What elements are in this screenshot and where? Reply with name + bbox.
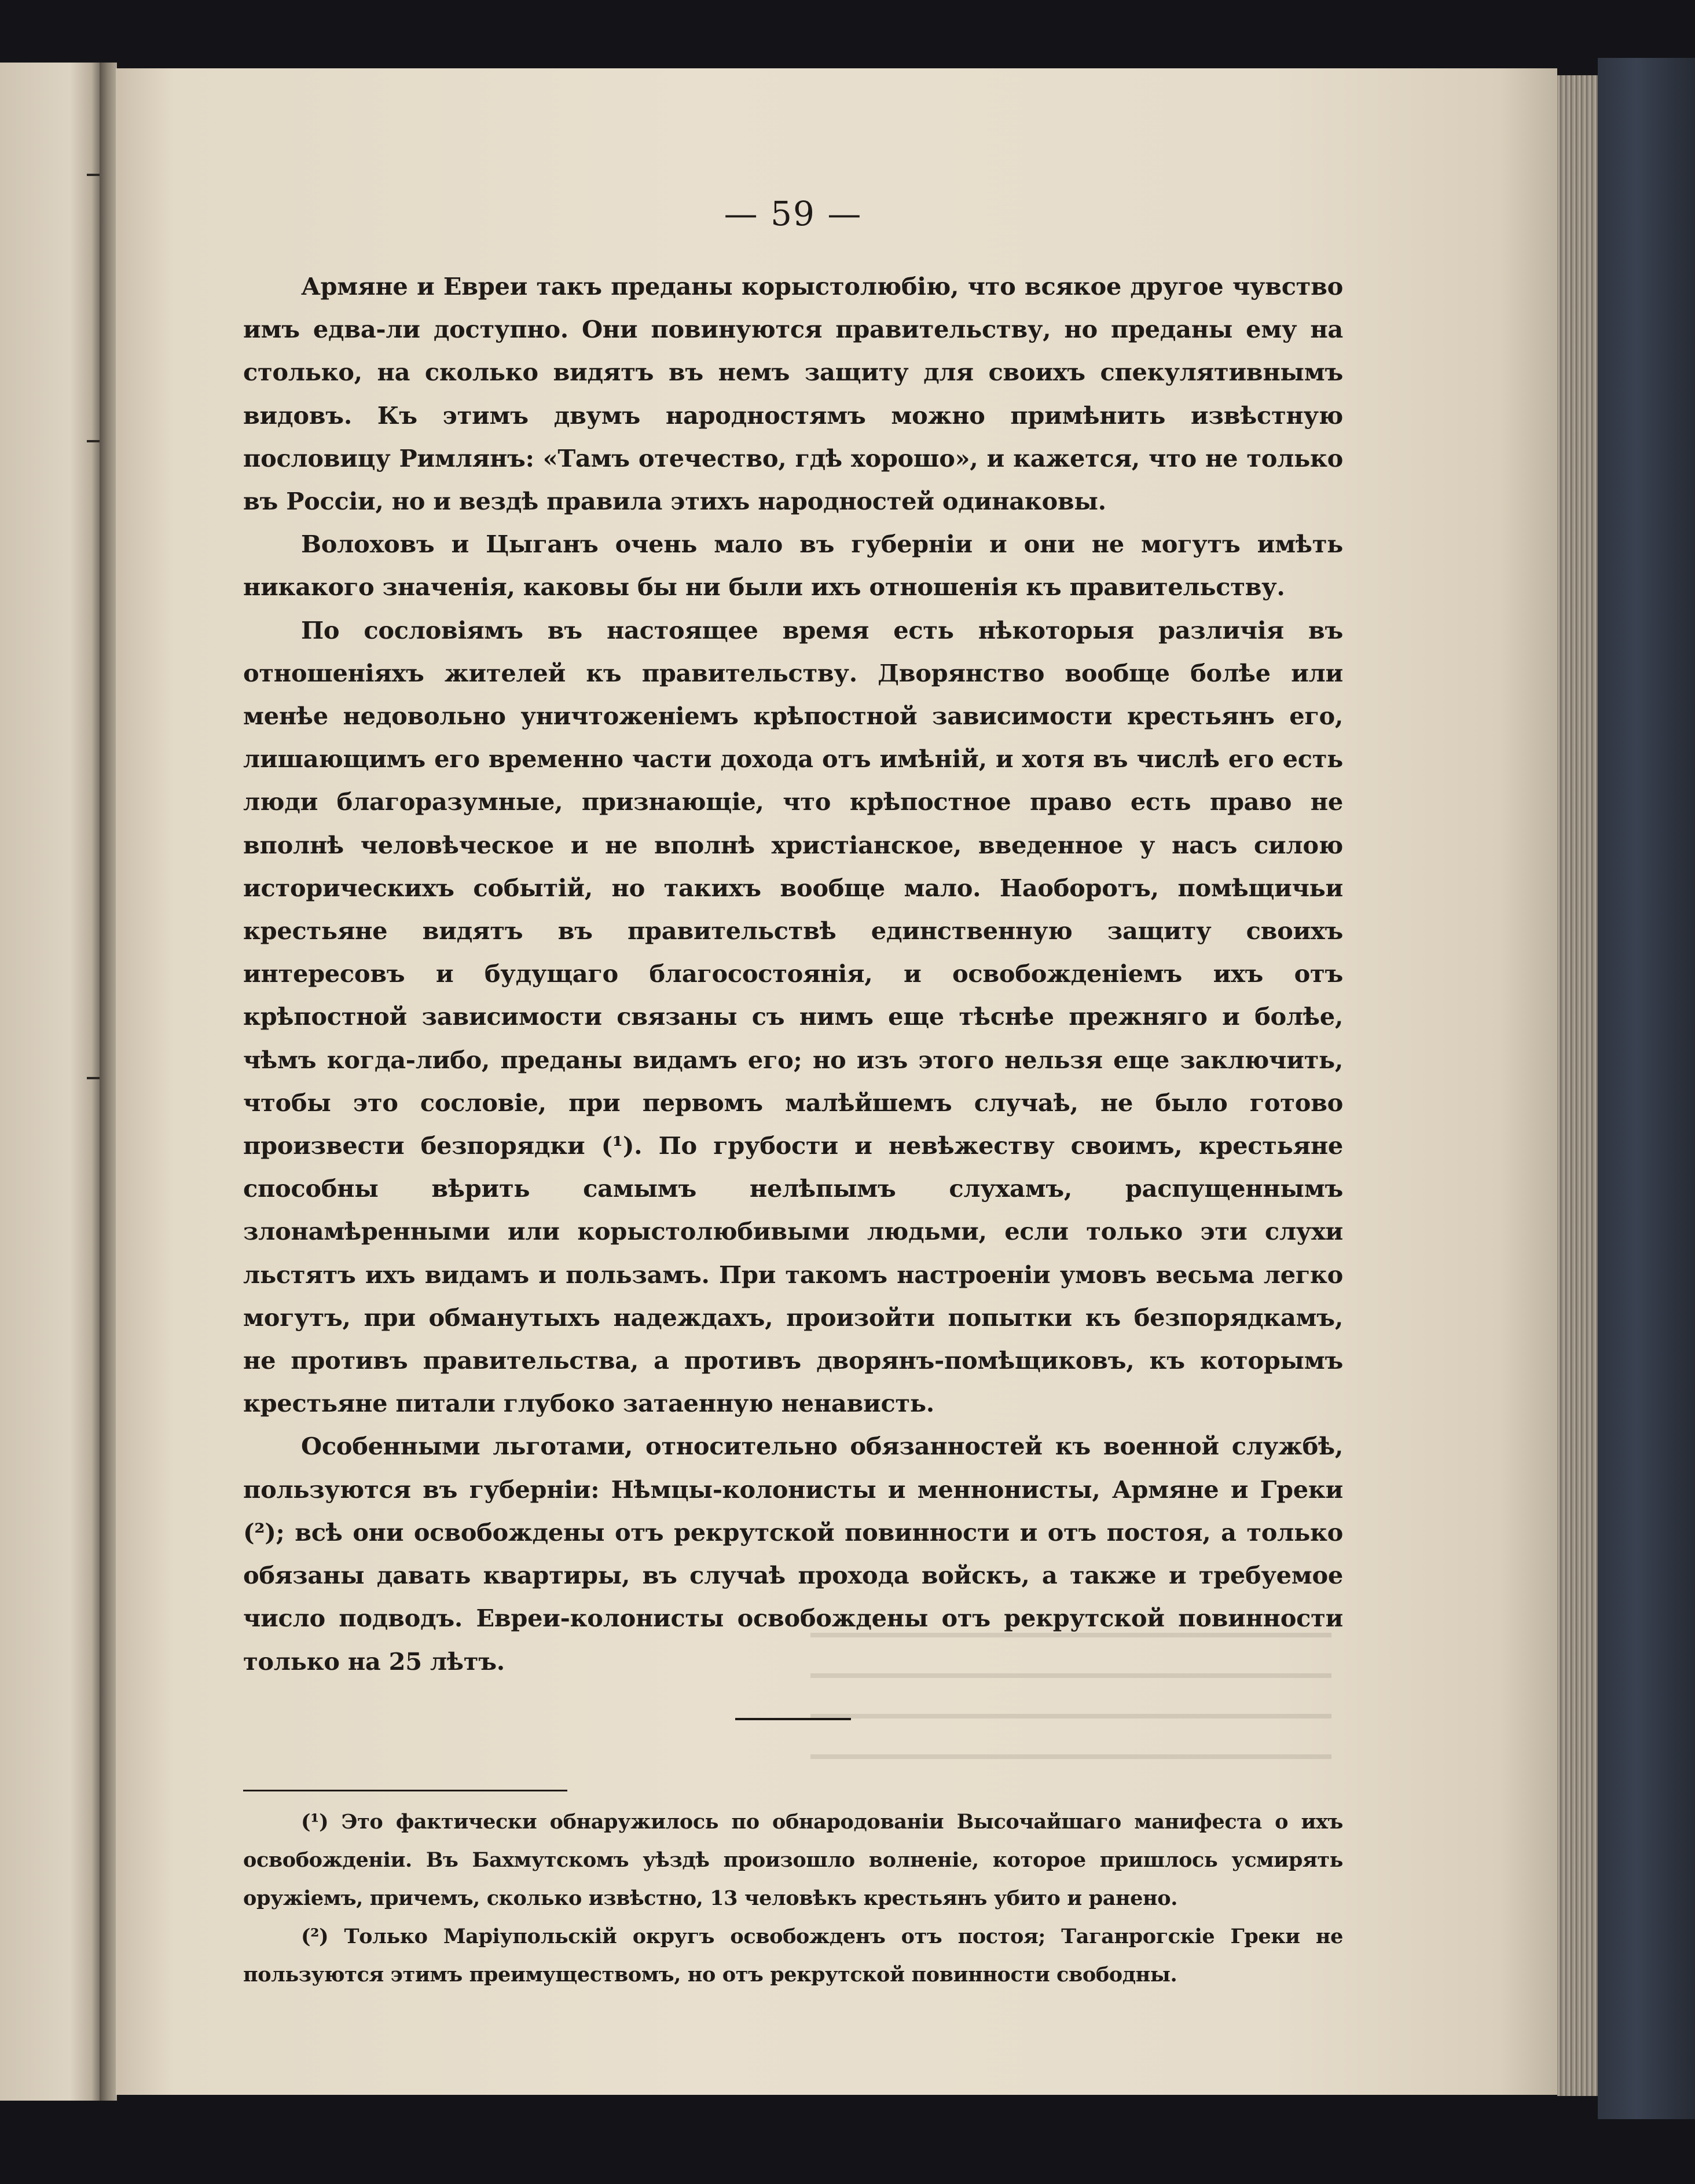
paragraph: Армяне и Евреи такъ преданы корыстолюбію, что всякое другое чувство имъ едва-ли доступно. Они повинуются правительству, но преданы ему на столько, на сколько видятъ въ немъ защиту для своихъ спекулятивнымъ видовъ. Къ этимъ двумъ народностямъ можно примѣнить извѣстную пословицу Римлянъ: «Тамъ отечество, гдѣ хорошо», и кажется, что не только въ Россіи, но и вездѣ правила этихъ народностей одинаковы. bbox=[243, 272, 1343, 516]
footnote: (¹) Это фактически обнаружилось по обнародованіи Высочайшаго манифеста о ихъ освобожденіи. Въ Бахмутскомъ уѣздѣ произошло волненіе, которое пришлось усмирять оружіемъ, причемъ, сколько извѣстно, 13 человѣкъ крестьянъ убито и ранено. bbox=[243, 1809, 1343, 1910]
page-number: — 59 — bbox=[724, 194, 863, 233]
page-stack-edges bbox=[1557, 75, 1598, 2096]
footnote: (²) Только Маріупольскій округъ освобожденъ отъ постоя; Таганрогскіе Греки не пользуются этимъ преимуществомъ, но отъ рекрутской повинности свободны. bbox=[243, 1924, 1343, 1987]
section-divider bbox=[735, 1718, 851, 1720]
page-content bbox=[243, 194, 1343, 1994]
book-cover bbox=[1598, 58, 1695, 2119]
paragraph: Волоховъ и Цыганъ очень мало въ губерніи и они не могутъ имѣть никакого значенія, каковы бы ни были ихъ отношенія къ правительству. bbox=[243, 530, 1343, 602]
left-page-edge bbox=[0, 63, 100, 2101]
footnote-separator bbox=[243, 1790, 567, 1791]
book-gutter bbox=[100, 63, 117, 2101]
paragraph: По сословіямъ въ настоящее время есть нѣкоторыя различія въ отношеніяхъ жителей къ правительству. Дворянство вообще болѣе или менѣе недовольно уничтоженіемъ крѣпостной зависимости крестьянъ его, лишающимъ его временно части дохода отъ имѣній, и хотя въ числѣ его есть люди благоразумные, признающіе, что крѣпостное право есть право не вполнѣ человѣческое и не вполнѣ христіанское, введенное у насъ силою историческихъ событій, но такихъ вообще мало. Наоборотъ, помѣщичьи крестьяне видятъ въ правительствѣ единственную защиту своихъ интересовъ и будущаго благосостоянія, и освобожденіемъ ихъ отъ крѣпостной зависимости связаны съ нимъ еще тѣснѣе прежняго и болѣе, чѣмъ когда-либо, преданы видамъ его; но изъ этого нельзя еще заключить, чтобы это сословіе, при первомъ малѣйшемъ случаѣ, не было готово произвести безпорядки (¹). По грубости и невѣжеству своимъ, крестьяне способны вѣрить самымъ нелѣпымъ слухамъ, распущеннымъ злонамѣренными или корыстолюбивыми людьми, если только эти слухи льстятъ ихъ видамъ и пользамъ. При такомъ настроеніи умовъ весьма легко могутъ, при обманутыхъ надеждахъ, произойти попытки къ безпорядкамъ, не противъ правительства, а противъ дворянъ-помѣщиковъ, къ которымъ крестьяне питали глубоко затаенную ненависть. bbox=[243, 615, 1343, 1418]
paragraph: Особенными льготами, относительно обязанностей къ военной службѣ, пользуются въ губерніи: Нѣмцы-колонисты и меннонисты, Армяне и Греки (²); всѣ они освобождены отъ рекрутской повинности и отъ постоя, а только обязаны давать квартиры, въ случаѣ прохода войскъ, а также и требуемое число подводъ. Евреи-колонисты освобождены отъ рекрутской повинности только на 25 лѣтъ. bbox=[243, 1432, 1343, 1676]
